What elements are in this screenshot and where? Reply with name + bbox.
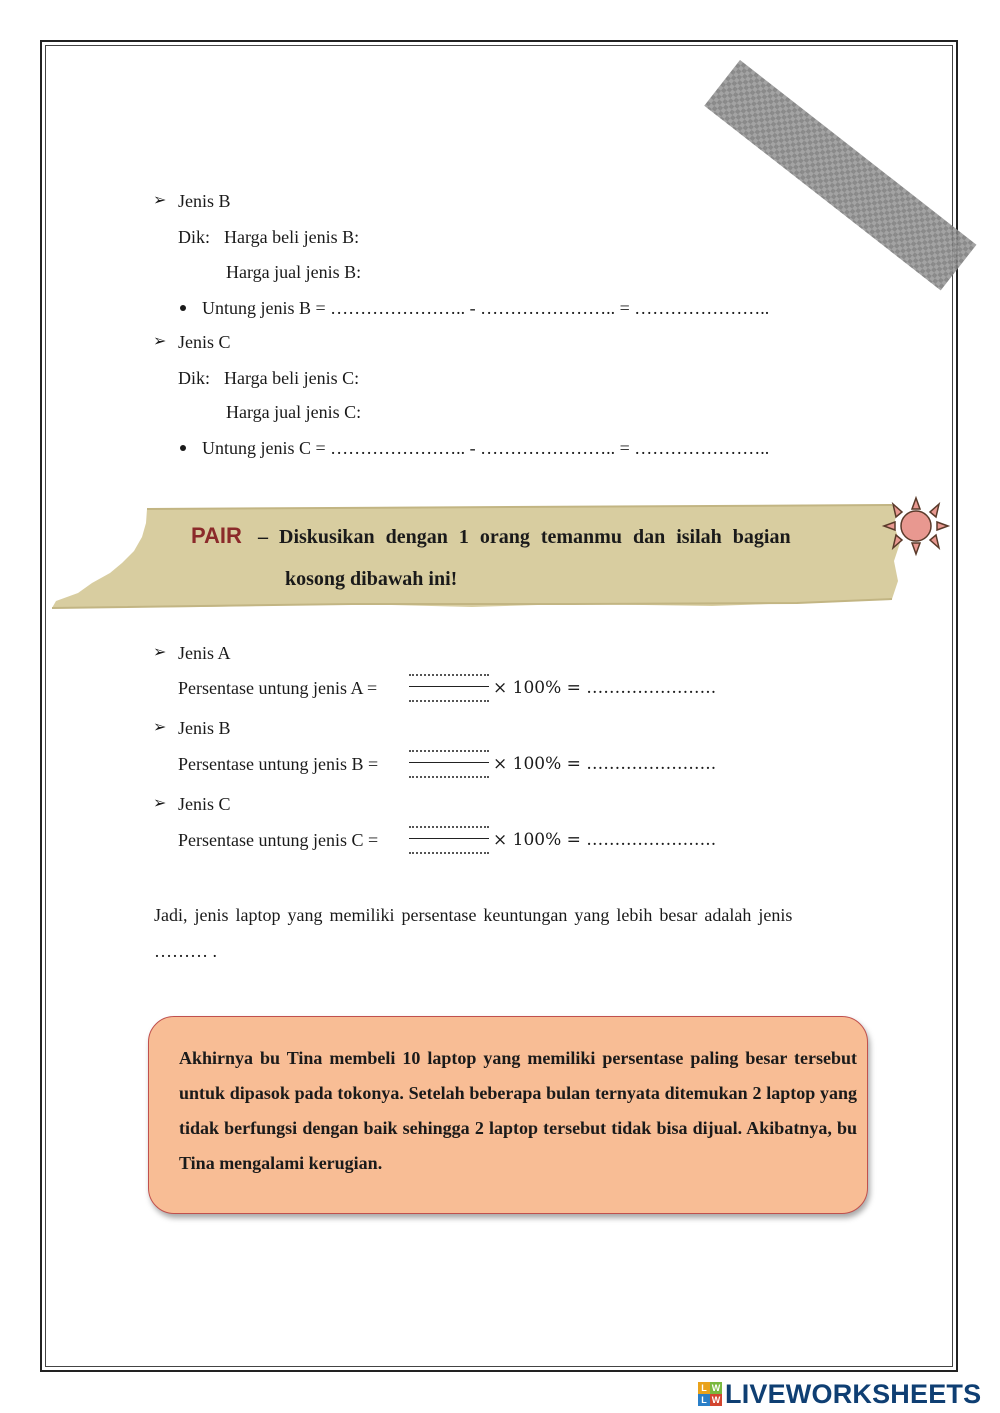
story-callout-text: Akhirnya bu Tina membeli 10 laptop yang memiliki persentase paling besar tersebut untuk dipasok pada tokonya. Setelah beberapa bulan ternyata ditemukan 2 laptop yang tidak berfungsi dengan baik sehingga 2 laptop tersebut tidak bisa dijual. Akibatnya, bu Tina mengalami kerugian. (179, 1048, 857, 1173)
harga-jual-c: Harga jual jenis C: (226, 402, 362, 422)
fraction-blank-c[interactable] (409, 820, 489, 860)
fraction-blank-a[interactable] (409, 668, 489, 708)
pair-word: PAIR (191, 523, 242, 548)
times-100-b: × 100% = ………………….. (493, 754, 717, 774)
logo-mark-icon: L W L W (698, 1382, 722, 1406)
dik-label: Dik: (178, 368, 211, 388)
liveworksheets-logo (698, 1378, 981, 1410)
harga-jual-b: Harga jual jenis B: (226, 262, 362, 282)
arrow-bullet-icon: ➢ (153, 719, 167, 736)
logo-text: LIVEWORKSHEETS (725, 1378, 982, 1409)
banner-background (52, 503, 932, 611)
bullet-icon (180, 305, 186, 311)
banner-line-2: kosong dibawah ini! (285, 568, 458, 590)
jenis-a-heading: Jenis A (178, 643, 231, 663)
sun-icon (880, 495, 952, 557)
untung-c-line: Untung jenis C = ………………….. - ………………….. = ………………….. (202, 438, 770, 458)
jenis-c-heading: Jenis C (178, 332, 231, 352)
pair-banner (52, 503, 932, 611)
arrow-bullet-icon: ➢ (153, 333, 167, 350)
fraction-blank-b[interactable] (409, 744, 489, 784)
harga-beli-b: Harga beli jenis B: (224, 227, 360, 247)
conclusion-line-2: ……… . (154, 941, 217, 961)
arrow-bullet-icon: ➢ (153, 192, 167, 209)
bullet-icon (180, 445, 186, 451)
conclusion-line-1: Jadi, jenis laptop yang memiliki persentase keuntungan yang lebih besar adalah jenis (154, 905, 793, 925)
arrow-bullet-icon: ➢ (153, 795, 167, 812)
untung-b-line: Untung jenis B = ………………….. - ………………….. = ………………….. (202, 298, 770, 318)
times-100-a: × 100% = ………………….. (493, 678, 717, 698)
persentase-a-label: Persentase untung jenis A = (178, 678, 378, 698)
jenis-b-heading: Jenis B (178, 191, 231, 211)
harga-beli-c: Harga beli jenis C: (224, 368, 360, 388)
jenis-c-heading-2: Jenis C (178, 794, 231, 814)
jenis-b-heading-2: Jenis B (178, 718, 231, 738)
banner-line-1 (258, 524, 856, 550)
story-callout-box (148, 1016, 868, 1214)
pair-label (191, 523, 242, 550)
persentase-c-label: Persentase untung jenis C = (178, 830, 379, 850)
banner-line-1-text: – Diskusikan dengan 1 orang temanmu dan isilah bagian (258, 526, 791, 548)
dik-label: Dik: (178, 227, 211, 247)
persentase-b-label: Persentase untung jenis B = (178, 754, 379, 774)
arrow-bullet-icon: ➢ (153, 644, 167, 661)
times-100-c: × 100% = ………………….. (493, 830, 717, 850)
